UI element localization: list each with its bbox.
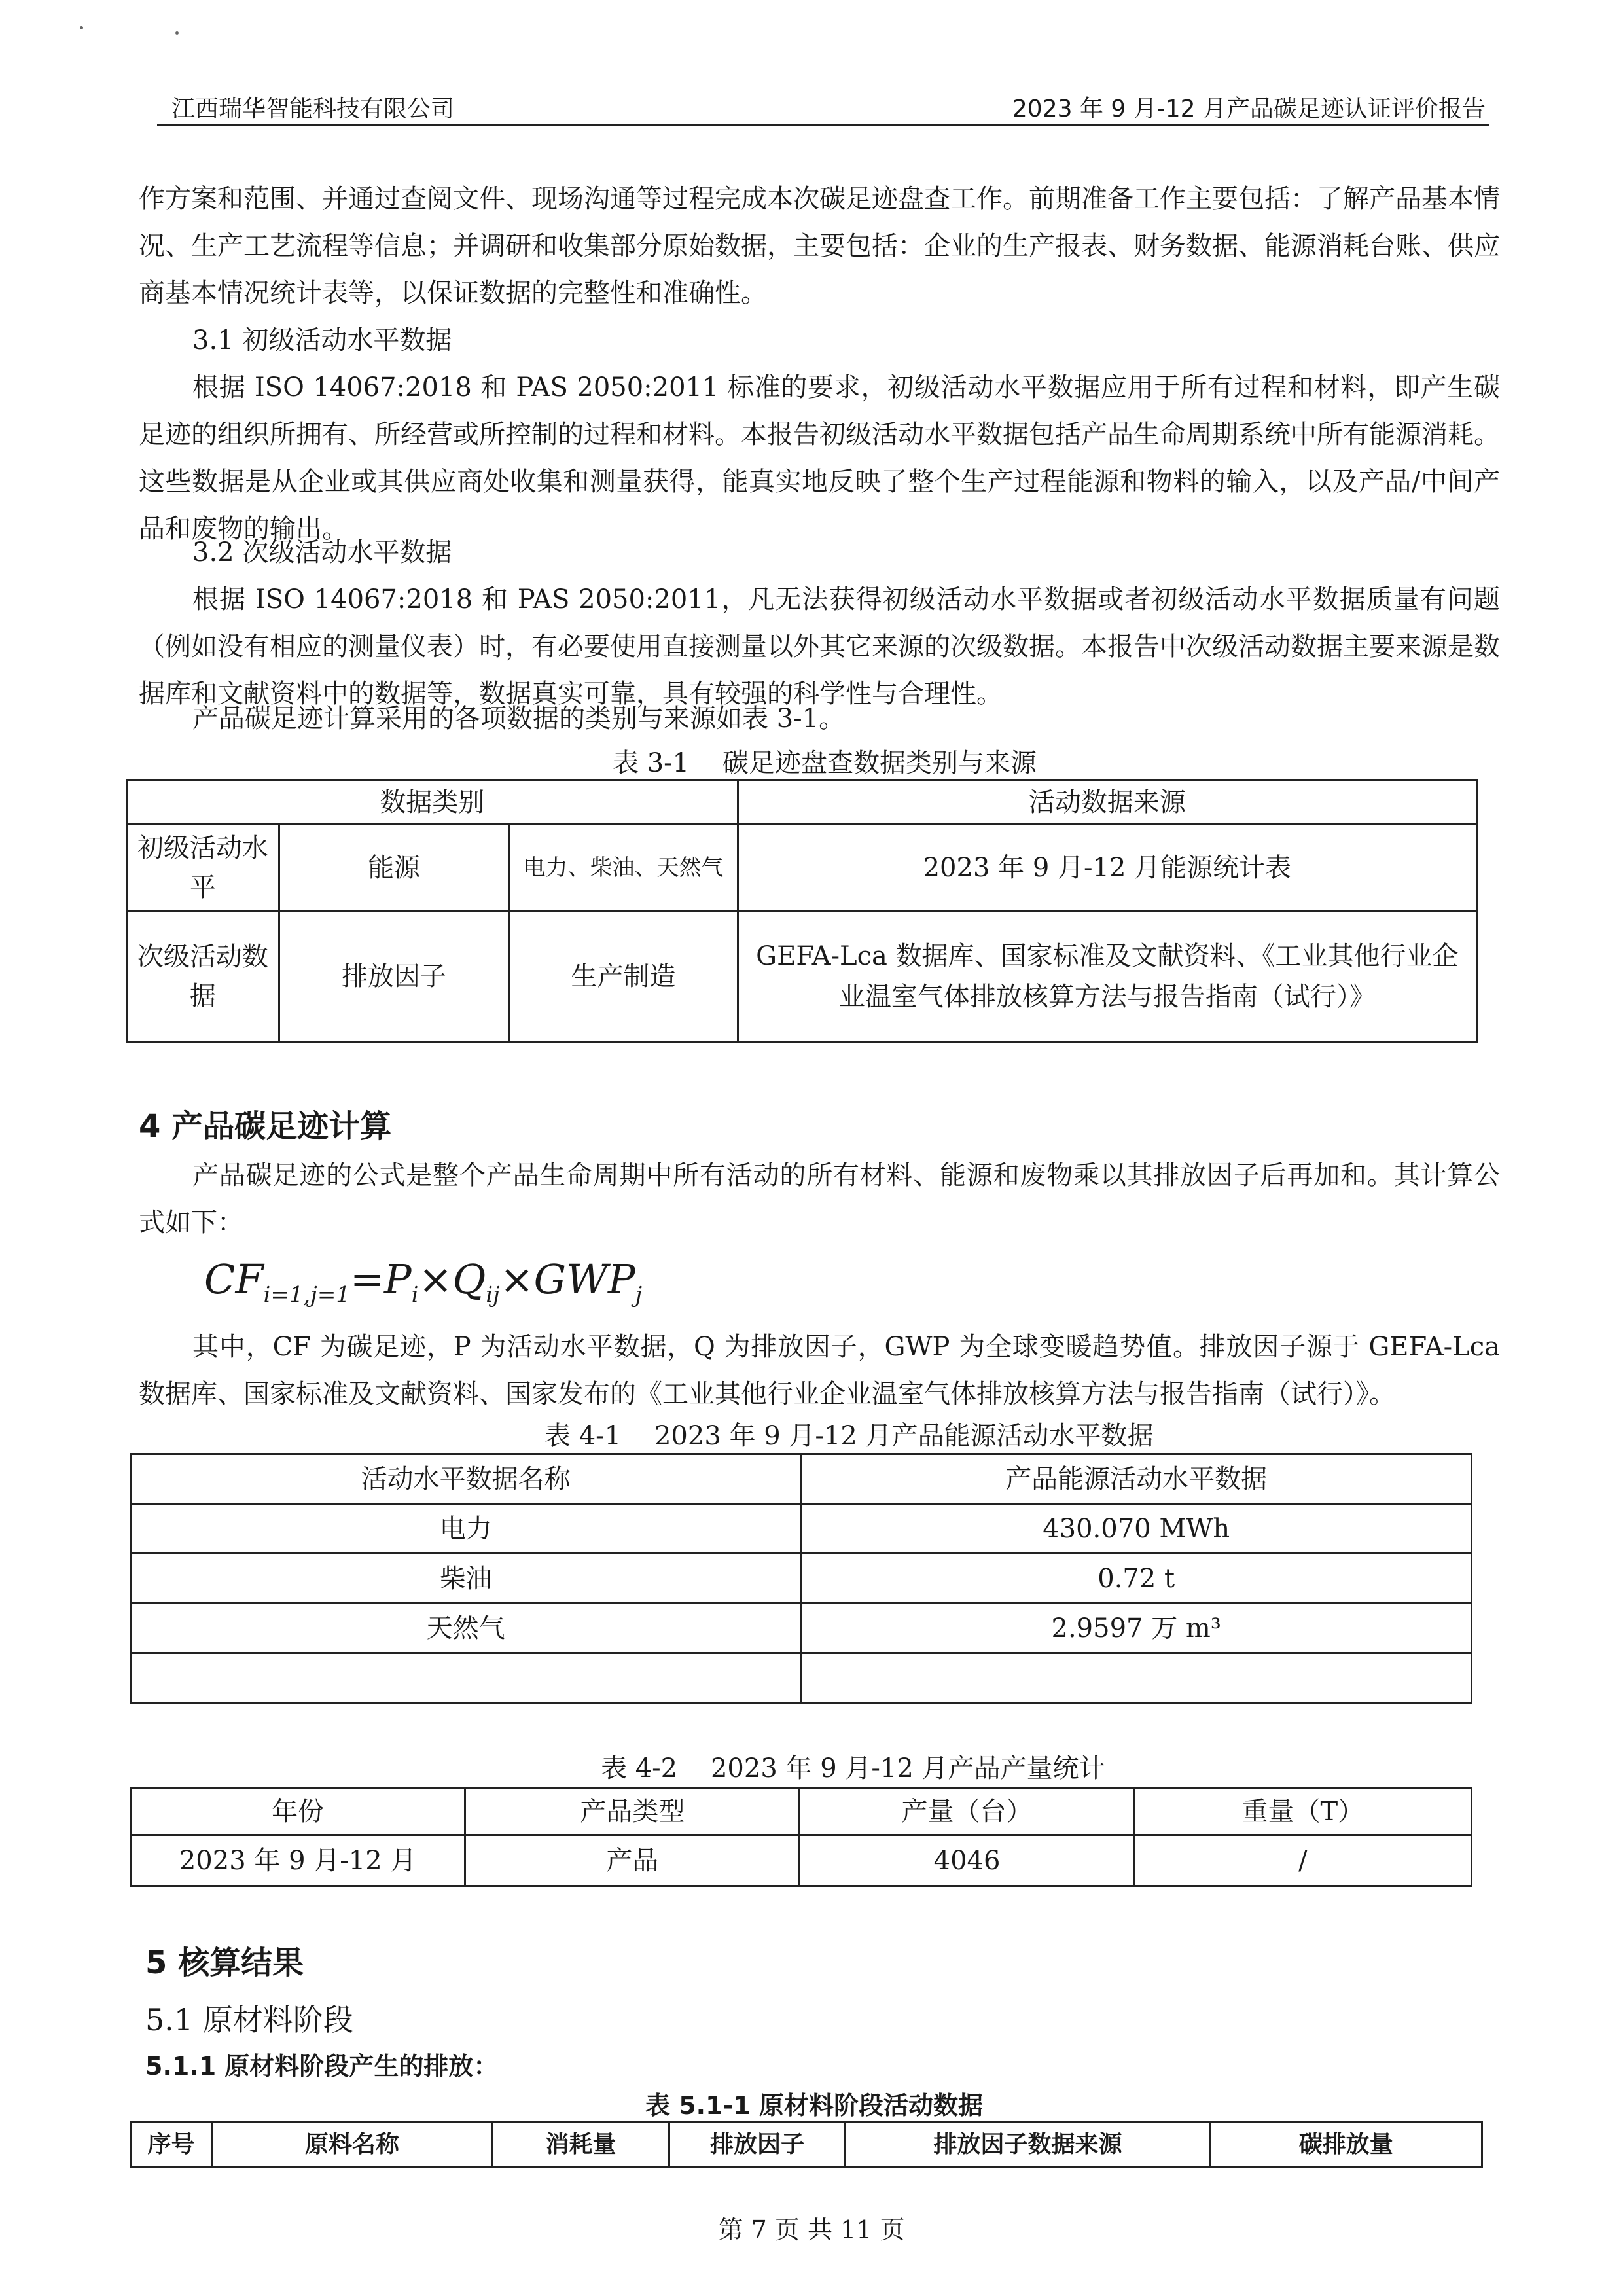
table-4-1-header: 活动水平数据名称	[131, 1454, 801, 1504]
table-4-2-header: 年份	[131, 1788, 465, 1835]
section-5-title: 5 核算结果	[145, 1945, 304, 1981]
table-4-1-cell	[801, 1653, 1472, 1703]
formula-cf: CF	[204, 1255, 264, 1303]
table-5-1-1	[130, 2121, 1483, 2168]
formula-note-paragraph: 其中，CF 为碳足迹，P 为活动水平数据，Q 为排放因子，GWP 为全球变暖趋势值。排放因子源于 GEFA-Lca 数据库、国家标准及文献资料、国家发布的《工业其他行业企业温室气体排放核算方法与报告指南（试行）》。	[139, 1332, 1500, 1409]
page-footer: 第 7 页 共 11 页	[718, 2215, 905, 2244]
table-5-1-1-caption: 表 5.1-1 原材料阶段活动数据	[645, 2091, 983, 2120]
table-5-1-1-header: 消耗量	[493, 2122, 669, 2168]
table-3-1-header-source: 活动数据来源	[738, 780, 1476, 825]
table-3-1	[126, 779, 1478, 1043]
table-4-1-cell	[131, 1653, 801, 1703]
formula-p-sub: i	[411, 1282, 419, 1308]
formula-cf-sub: i=1,j=1	[263, 1282, 350, 1308]
formula-q: Q	[452, 1255, 486, 1303]
table-4-2-header: 重量（T）	[1134, 1788, 1471, 1835]
table-3-1-cell: 电力、柴油、天然气	[509, 825, 738, 911]
header-company: 江西瑞华智能科技有限公司	[171, 96, 455, 122]
table-5-1-1-header: 原料名称	[211, 2122, 492, 2168]
table-4-1-cell: 430.070 MWh	[801, 1504, 1472, 1554]
table-3-1-cell: 生产制造	[509, 911, 738, 1042]
table-5-1-1-header: 排放因子数据来源	[846, 2122, 1210, 2168]
table-3-1-cell: 次级活动数据	[127, 911, 279, 1042]
scan-speck	[175, 31, 179, 35]
table-4-2-cell: /	[1134, 1835, 1471, 1886]
formula-equals: =	[349, 1255, 384, 1303]
table-4-2-caption: 表 4-2 2023 年 9 月-12 月产品产量统计	[601, 1753, 1105, 1784]
table-4-2	[130, 1787, 1472, 1887]
formula-q-sub: ij	[486, 1282, 500, 1308]
table-3-1-intro: 产品碳足迹计算采用的各项数据的类别与来源如表 3-1。	[192, 704, 846, 734]
table-3-1-cell: 排放因子	[279, 911, 508, 1042]
carbon-footprint-formula	[204, 1255, 642, 1308]
table-3-1-caption: 表 3-1 碳足迹盘查数据类别与来源	[613, 748, 1037, 778]
table-3-1-cell: 2023 年 9 月-12 月能源统计表	[738, 825, 1476, 911]
formula-times: ×	[499, 1255, 534, 1303]
table-4-2-cell: 2023 年 9 月-12 月	[131, 1835, 465, 1886]
section-4-title: 4 产品碳足迹计算	[139, 1108, 392, 1145]
section-3-1-title: 3.1 初级活动水平数据	[192, 325, 452, 355]
formula-p: P	[383, 1255, 412, 1303]
intro-paragraph: 作方案和范围、并通过查阅文件、现场沟通等过程完成本次碳足迹盘查工作。前期准备工作主要包括：了解产品基本情况、生产工艺流程等信息；并调研和收集部分原始数据，主要包括：企业的生产报表、财务数据、能源消耗台账、供应商基本情况统计表等，以保证数据的完整性和准确性。	[139, 184, 1500, 308]
section-5-1-title: 5.1 原材料阶段	[145, 2002, 353, 2037]
table-4-1-caption: 表 4-1 2023 年 9 月-12 月产品能源活动水平数据	[544, 1421, 1154, 1451]
section-3-2-title: 3.2 次级活动水平数据	[192, 537, 452, 567]
formula-times: ×	[418, 1255, 453, 1303]
table-4-2-cell: 产品	[465, 1835, 800, 1886]
table-5-1-1-header: 碳排放量	[1210, 2122, 1482, 2168]
table-4-1-cell: 2.9597 万 m³	[801, 1604, 1472, 1653]
table-4-2-header: 产量（台）	[800, 1788, 1134, 1835]
section-4-paragraph: 产品碳足迹的公式是整个产品生命周期中所有活动的所有材料、能源和废物乘以其排放因子后再加和。其计算公式如下：	[139, 1160, 1500, 1238]
table-3-1-header-category: 数据类别	[127, 780, 738, 825]
table-5-1-1-header: 序号	[131, 2122, 212, 2168]
table-4-1-header: 产品能源活动水平数据	[801, 1454, 1472, 1504]
formula-gwp: GWP	[533, 1255, 635, 1303]
formula-gwp-sub: j	[635, 1282, 643, 1308]
table-3-1-cell: 初级活动水平	[127, 825, 279, 911]
header-report-title: 2023 年 9 月-12 月产品碳足迹认证评价报告	[1012, 96, 1486, 122]
table-4-1	[130, 1453, 1472, 1704]
table-4-1-cell: 0.72 t	[801, 1554, 1472, 1604]
table-4-1-cell: 电力	[131, 1504, 801, 1554]
table-4-2-cell: 4046	[800, 1835, 1134, 1886]
table-4-2-header: 产品类型	[465, 1788, 800, 1835]
section-3-1-paragraph: 根据 ISO 14067:2018 和 PAS 2050:2011 标准的要求，初级活动水平数据应用于所有过程和材料，即产生碳足迹的组织所拥有、所经营或所控制的过程和材料。本报告初级活动水平数据包括产品生命周期系统中所有能源消耗。这些数据是从企业或其供应商处收集和测量获得，能真实地反映了整个生产过程能源和物料的输入，以及产品/中间产品和废物的输出。	[139, 372, 1500, 544]
table-3-1-cell: GEFA-Lca 数据库、国家标准及文献资料、《工业其他行业企业温室气体排放核算方法与报告指南（试行）》	[738, 911, 1476, 1042]
section-3-2-paragraph: 根据 ISO 14067:2018 和 PAS 2050:2011，凡无法获得初级活动水平数据或者初级活动水平数据质量有问题（例如没有相应的测量仪表）时，有必要使用直接测量以外其它来源的次级数据。本报告中次级活动数据主要来源是数据库和文献资料中的数据等，数据真实可靠，具有较强的科学性与合理性。	[139, 584, 1500, 709]
scan-speck	[80, 26, 83, 29]
table-3-1-cell: 能源	[279, 825, 508, 911]
table-5-1-1-header: 排放因子	[669, 2122, 846, 2168]
table-4-1-cell: 柴油	[131, 1554, 801, 1604]
section-5-1-1-title: 5.1.1 原材料阶段产生的排放：	[145, 2052, 499, 2081]
table-4-1-cell: 天然气	[131, 1604, 801, 1653]
header-rule	[157, 124, 1489, 126]
